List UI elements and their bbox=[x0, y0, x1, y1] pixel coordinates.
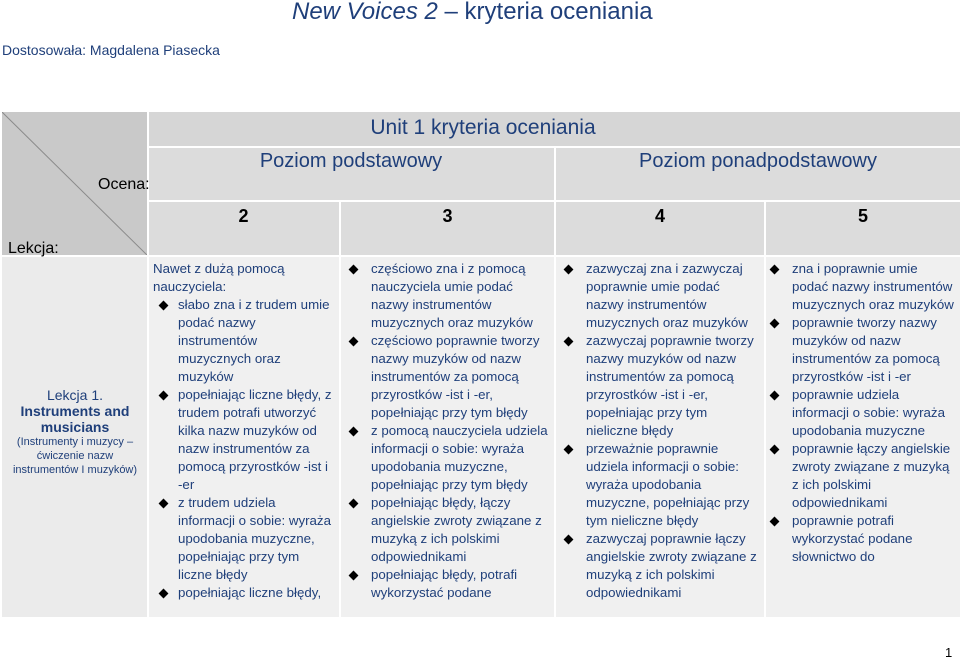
grade-2: 2 bbox=[238, 206, 249, 226]
grade-3: 3 bbox=[442, 206, 453, 226]
list-item: popełniając liczne błędy, bbox=[153, 584, 333, 602]
sep-v-4 bbox=[764, 200, 766, 617]
lesson-label bbox=[2, 387, 148, 477]
unit-title: Unit 1 kryteria oceniania bbox=[370, 116, 596, 139]
list-item: z pomocą nauczyciela udziela informacji o sobie: wyraża upodobania muzyczne, popełniając przy tym błędy bbox=[348, 422, 553, 494]
grade-3-criteria bbox=[348, 260, 553, 602]
list-item: zazwyczaj poprawnie łączy angielskie zwroty związane z muzyką z ich polskimi odpowiednikami bbox=[563, 530, 761, 602]
lesson-number: Lekcja 1. bbox=[46, 387, 104, 403]
lesson-title-1: Instruments and bbox=[20, 403, 130, 419]
grade-4-list bbox=[563, 260, 761, 602]
list-item: zna i poprawnie umie podać nazwy instrumentów muzycznych oraz muzyków bbox=[769, 260, 957, 314]
list-item: popełniając błędy, potrafi wykorzystać podane bbox=[348, 566, 553, 602]
lesson-sub-3: instrumentów I muzyków) bbox=[12, 464, 138, 476]
grade-2-list bbox=[153, 296, 333, 602]
grade-4: 4 bbox=[654, 206, 665, 226]
grade-5-list bbox=[769, 260, 957, 566]
level-advanced: Poziom ponadpodstawowy bbox=[639, 150, 877, 172]
list-item: poprawnie udziela informacji o sobie: wyraża upodobania muzyczne bbox=[769, 386, 957, 440]
sep-h-3 bbox=[2, 255, 960, 257]
sep-v-2 bbox=[339, 200, 341, 617]
lekcja-label: Lekcja: bbox=[8, 240, 59, 257]
title-rest: – kryteria oceniania bbox=[437, 0, 653, 25]
grade-3-list bbox=[348, 260, 553, 602]
list-item: częściowo poprawnie tworzy nazwy muzyków od nazw instrumentów za pomocą przyrostków -ist i -er, popełniając przy tym błędy bbox=[348, 332, 553, 422]
list-item: popełniając błędy, łączy angielskie zwroty związane z muzyką z ich polskimi odpowiednikami bbox=[348, 494, 553, 566]
list-item: poprawnie łączy angielskie zwroty związane z muzyką z ich polskimi odpowiednikami bbox=[769, 440, 957, 512]
list-item: przeważnie poprawnie udziela informacji o sobie: wyraża upodobania muzyczne, popełniając przy tym nieliczne błędy bbox=[563, 440, 761, 530]
grade-5: 5 bbox=[857, 206, 868, 226]
lesson-sub-1: (Instrumenty i muzycy – bbox=[16, 436, 134, 448]
list-item: poprawnie potrafi wykorzystać podane słownictwo do bbox=[769, 512, 957, 566]
list-item: zazwyczaj poprawnie tworzy nazwy muzyków od nazw instrumentów za pomocą przyrostków -ist i -er, popełniając przy tym nieliczne błędy bbox=[563, 332, 761, 440]
document-title bbox=[292, 0, 653, 26]
title-book-name: New Voices 2 bbox=[292, 0, 438, 25]
list-item: poprawnie tworzy nazwy muzyków od nazw instrumentów za pomocą przyrostków -ist i -er bbox=[769, 314, 957, 386]
ocena-label: Ocena: bbox=[98, 176, 150, 193]
list-item: zazwyczaj zna i zazwyczaj poprawnie umie podać nazwy instrumentów muzycznych oraz muzyków bbox=[563, 260, 761, 332]
grade-2-criteria bbox=[153, 260, 333, 602]
list-item: popełniając liczne błędy, z trudem potrafi utworzyć kilka nazw muzyków od nazw instrumentów za pomocą przyrostków -ist i -er bbox=[153, 386, 333, 494]
grade-2-intro: Nawet z dużą pomocą nauczyciela: bbox=[153, 261, 285, 294]
page-number: 1 bbox=[945, 645, 953, 660]
author-line: Dostosowała: Magdalena Piasecka bbox=[2, 42, 220, 58]
lesson-title-2: musicians bbox=[40, 419, 110, 435]
criteria-table bbox=[2, 112, 960, 617]
list-item: słabo zna i z trudem umie podać nazwy instrumentów muzycznych oraz muzyków bbox=[153, 296, 333, 386]
list-item: z trudem udziela informacji o sobie: wyraża upodobania muzyczne, popełniając przy tym liczne błędy bbox=[153, 494, 333, 584]
level-basic: Poziom podstawowy bbox=[259, 150, 443, 172]
grade-5-criteria bbox=[769, 260, 957, 566]
grade-4-criteria bbox=[563, 260, 761, 602]
lesson-sub-2: ćwiczenie nazw bbox=[36, 450, 114, 462]
list-item: częściowo zna i z pomocą nauczyciela umie podać nazwy instrumentów muzycznych oraz muzyków bbox=[348, 260, 553, 332]
